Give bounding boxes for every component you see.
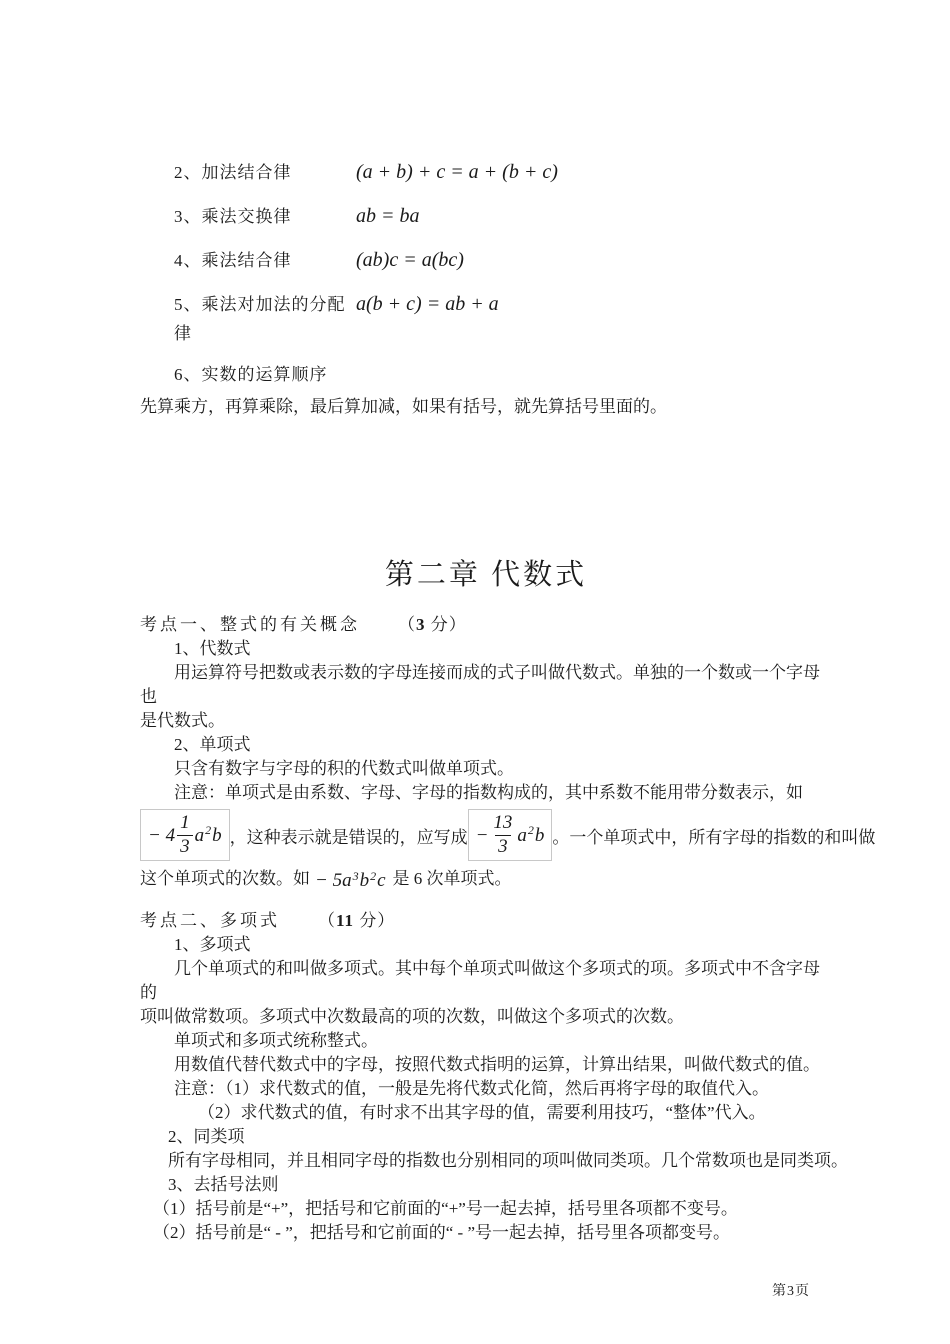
equation-variable: b [212,824,222,846]
document-content [140,0,876,1245]
paragraph-note: 注意：（1）求代数式的值，一般是先将代数式化简，然后再将字母的取值代入。 [174,1079,769,1098]
page-number: 第3页 [772,1284,810,1299]
score-close: 分） [354,911,396,930]
equation-box-correct-monomial [468,809,553,861]
equation-exponent: 3 [352,868,359,883]
law-label: 2、加法结合律 [174,163,292,182]
list-item-title: 2、同类项 [168,1127,245,1146]
equation-exponent: 2 [527,823,534,837]
paragraph-note-continued [140,867,832,891]
paragraph: 所有字母相同，并且相同字母的指数也分别相同的项叫做同类项。几个常数项也是同类项。 [168,1151,848,1170]
law-order-title: 6、实数的运算顺序 [174,365,328,384]
paragraph: 几个单项式的和叫做多项式。其中每个单项式叫做这个多项式的项。多项式中不含字母的 [140,959,820,1002]
paragraph: 用数值代替代数式中的字母，按照代数式指明的运算，计算出结果，叫做代数式的值。 [174,1055,820,1074]
fraction-denominator: 3 [177,835,193,858]
score-badge [398,615,467,634]
list-item-title: 2、单项式 [174,735,251,754]
score-open: （ [318,911,336,930]
equation-coefficient: − 5 [315,870,343,891]
paragraph: 只含有数字与字母的积的代数式叫做单项式。 [174,759,514,778]
score-number: 11 [336,911,355,930]
equation-variable: c [377,870,386,891]
equation-exponent: 2 [205,823,212,837]
fraction [177,813,193,857]
note-mid-text: ，这种表示就是错误的，应写成 [229,827,468,847]
score-open: （ [398,615,416,634]
score-badge [318,911,395,930]
paragraph-rule: （2）括号前是“ - ”，把括号和它前面的“ - ”号一起去掉，括号里各项都变号。 [153,1223,731,1242]
law-formula: (a + b) + c = a + (b + c) [356,161,558,183]
equation-coefficient: − 4 [148,824,176,846]
law-row [140,290,832,348]
equation-variable: b [534,824,545,846]
law-formula: (ab)c = a(bc) [356,249,464,271]
equation-variable: a [517,824,527,846]
note-tail-text: 是 6 次单项式。 [392,869,512,888]
fraction [490,813,515,857]
paragraph-rule: （1）括号前是“+”，把括号和它前面的“+”号一起去掉，括号里各项都不变号。 [153,1199,738,1218]
fraction-numerator: 1 [180,811,190,833]
paragraph-note-lead: 注意：单项式是由系数、字母、字母的指数构成的，其中系数不能用带分数表示，如 [174,783,803,802]
note-after-text: 。一个单项式中，所有字母的指数的和叫做 [552,827,876,847]
equation-exponent: 2 [370,868,377,883]
law-formula: ab = ba [356,205,420,227]
chapter-title: 第二章 代数式 [384,559,588,591]
section-heading-point2 [140,909,832,933]
note-line3-text: 这个单项式的次数。如 [140,869,310,888]
law-label: 4、乘法结合律 [174,251,292,270]
section-heading-point1 [140,613,832,637]
section-heading-text: 考点一、整式的有关概念 [140,615,360,634]
score-close: 分） [425,615,467,634]
law-order-text: 先算乘方，再算乘除，最后算加减，如果有括号，就先算括号里面的。 [140,397,667,416]
law-row [140,158,832,187]
paragraph: 单项式和多项式统称整式。 [174,1031,378,1050]
inline-equation-example [315,868,386,891]
paragraph-note: （2）求代数式的值，有时求不出其字母的值，需要利用技巧，“整体”代入。 [198,1103,766,1122]
section-heading-text: 考点二、多项式 [140,911,280,930]
fraction-denominator: 3 [495,835,511,858]
equation-variable: b [359,870,370,891]
fraction-numerator: 13 [493,811,513,833]
equation-coefficient: − [475,824,489,846]
law-label: 3、乘法交换律 [174,207,292,226]
paragraph: 项叫做常数项。多项式中次数最高的项的次数，叫做这个多项式的次数。 [140,1007,684,1026]
paragraph: 用运算符号把数或表示数的字母连接而成的式子叫做代数式。单独的一个数或一个字母也 [140,663,820,706]
law-label: 5、乘法对加法的分配律 [174,295,346,343]
list-item-title: 1、代数式 [174,639,251,658]
list-item-title: 3、去括号法则 [168,1175,279,1194]
paragraph: 是代数式。 [140,711,225,730]
laws-section [140,0,832,419]
paragraph-note-equations [140,805,876,865]
equation-variable: a [194,824,205,846]
equation-variable: a [342,870,352,891]
law-row [140,202,832,231]
equation-box-wrong-monomial [140,809,230,861]
law-row [140,246,832,275]
score-number: 3 [416,615,426,634]
list-item-title: 1、多项式 [174,935,251,954]
law-formula: a(b + c) = ab + a [356,293,499,315]
